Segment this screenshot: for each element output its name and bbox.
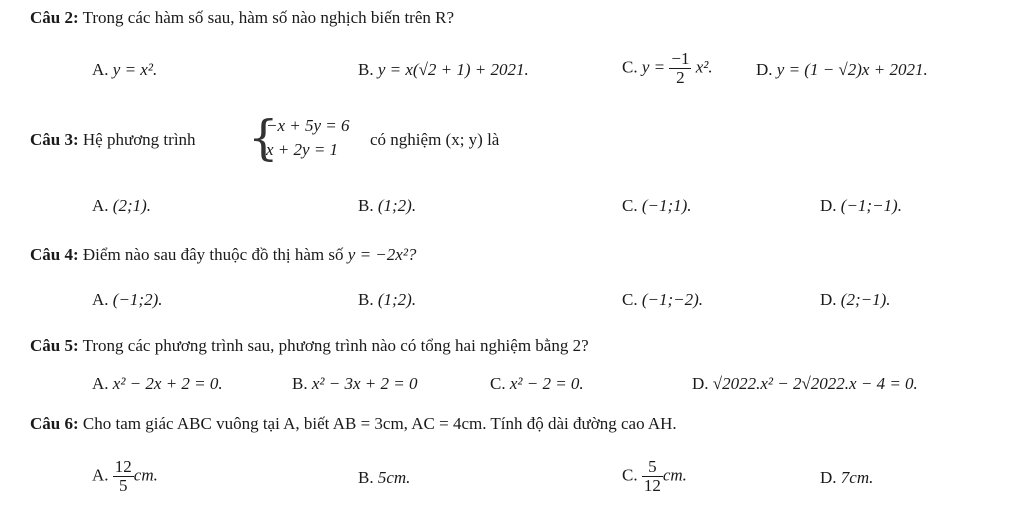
option-letter: C. bbox=[622, 196, 638, 215]
option-letter: D. bbox=[692, 374, 709, 393]
option-unit: cm. bbox=[133, 465, 158, 485]
question-3-label: Câu 3: bbox=[30, 130, 79, 149]
option-expression: x² − 2x + 2 = 0. bbox=[112, 374, 223, 393]
option-letter: C. bbox=[622, 290, 638, 309]
fraction-numerator: 5 bbox=[642, 458, 663, 477]
q2-option-c bbox=[622, 50, 713, 87]
q3-option-d bbox=[820, 196, 902, 216]
option-letter: C. bbox=[622, 465, 638, 485]
option-letter: D. bbox=[756, 60, 773, 79]
question-3 bbox=[30, 130, 196, 150]
option-expression: x² − 3x + 2 = 0 bbox=[311, 374, 418, 393]
q6-option-a bbox=[92, 458, 158, 495]
equation-system bbox=[266, 114, 350, 162]
option-letter: B. bbox=[358, 60, 374, 79]
q6-option-d bbox=[820, 468, 873, 488]
option-letter: A. bbox=[92, 290, 109, 309]
option-letter: B. bbox=[292, 374, 308, 393]
option-letter: D. bbox=[820, 290, 837, 309]
question-2-text: Trong các hàm số sau, hàm số nào nghịch biến trên R? bbox=[82, 8, 455, 27]
q2-option-d bbox=[756, 60, 928, 80]
fraction bbox=[669, 50, 691, 87]
q5-option-a bbox=[92, 374, 223, 394]
question-5 bbox=[30, 336, 589, 356]
option-expression: √2022.x² − 2√2022.x − 4 = 0. bbox=[712, 374, 918, 393]
question-4-label: Câu 4: bbox=[30, 245, 79, 264]
option-expression: (−1;−2). bbox=[641, 290, 704, 309]
option-expression: (−1;2). bbox=[112, 290, 163, 309]
question-2-label: Câu 2: bbox=[30, 8, 79, 27]
option-expression: y = x(√2 + 1) + 2021. bbox=[377, 60, 529, 79]
option-letter: A. bbox=[92, 196, 109, 215]
q2-option-b bbox=[358, 60, 529, 80]
q3-option-b bbox=[358, 196, 416, 216]
option-expression: (−1;1). bbox=[641, 196, 692, 215]
question-6 bbox=[30, 414, 677, 434]
question-4-function: y = −2x²? bbox=[347, 245, 417, 264]
q3-option-c bbox=[622, 196, 692, 216]
question-2 bbox=[30, 8, 454, 28]
question-6-label: Câu 6: bbox=[30, 414, 79, 433]
option-expression: (−1;−1). bbox=[840, 196, 902, 215]
q5-option-d bbox=[692, 374, 918, 394]
option-letter: A. bbox=[92, 465, 109, 485]
option-expression: (2;−1). bbox=[840, 290, 891, 309]
option-expression: 5cm. bbox=[377, 468, 411, 487]
fraction-denominator: 2 bbox=[676, 67, 685, 87]
option-expression: y = (1 − √2)x + 2021. bbox=[776, 60, 928, 79]
q4-option-b bbox=[358, 290, 416, 310]
option-expression: y = x². bbox=[112, 60, 158, 79]
option-letter: D. bbox=[820, 468, 837, 487]
q4-option-c bbox=[622, 290, 703, 310]
option-expression: (2;1). bbox=[112, 196, 152, 215]
fraction bbox=[642, 458, 663, 495]
fraction-numerator: −1 bbox=[671, 49, 690, 68]
option-expression-prefix: y = bbox=[641, 57, 666, 77]
fraction bbox=[113, 458, 134, 495]
fraction-denominator: 5 bbox=[119, 475, 128, 495]
fraction-denominator: 12 bbox=[643, 475, 661, 495]
question-5-label: Câu 5: bbox=[30, 336, 79, 355]
option-letter: B. bbox=[358, 290, 374, 309]
q4-option-d bbox=[820, 290, 891, 310]
q2-option-a bbox=[92, 60, 157, 80]
option-expression-suffix: x². bbox=[695, 57, 713, 77]
fraction-numerator: 12 bbox=[114, 457, 132, 476]
option-letter: A. bbox=[92, 374, 109, 393]
option-unit: cm. bbox=[662, 465, 687, 485]
option-letter: A. bbox=[92, 60, 109, 79]
q5-option-c bbox=[490, 374, 584, 394]
option-letter: C. bbox=[490, 374, 506, 393]
option-letter: B. bbox=[358, 196, 374, 215]
q4-option-a bbox=[92, 290, 163, 310]
question-4 bbox=[30, 245, 416, 265]
option-expression: 7cm. bbox=[840, 468, 874, 487]
option-expression: x² − 2 = 0. bbox=[509, 374, 584, 393]
question-6-text: Cho tam giác ABC vuông tại A, biết AB = 3cm, AC = 4cm. Tính độ dài đường cao AH. bbox=[82, 414, 677, 433]
option-letter: B. bbox=[358, 468, 374, 487]
system-brace: { bbox=[248, 110, 279, 166]
option-expression: (1;2). bbox=[377, 290, 417, 309]
q3-option-a bbox=[92, 196, 151, 216]
option-letter: D. bbox=[820, 196, 837, 215]
equation-1: −x + 5y = 6 bbox=[266, 116, 350, 135]
question-3-text: Hệ phương trình bbox=[82, 130, 196, 149]
question-5-text: Trong các phương trình sau, phương trình nào có tổng hai nghiệm bằng 2? bbox=[82, 336, 589, 355]
q6-option-c bbox=[622, 458, 687, 495]
option-letter: C. bbox=[622, 57, 638, 77]
q6-option-b bbox=[358, 468, 410, 488]
equation-2: x + 2y = 1 bbox=[266, 140, 339, 159]
option-expression: (1;2). bbox=[377, 196, 417, 215]
q5-option-b bbox=[292, 374, 417, 394]
question-3-tail: có nghiệm (x; y) là bbox=[370, 130, 500, 149]
question-4-text: Điểm nào sau đây thuộc đồ thị hàm số bbox=[82, 245, 344, 264]
